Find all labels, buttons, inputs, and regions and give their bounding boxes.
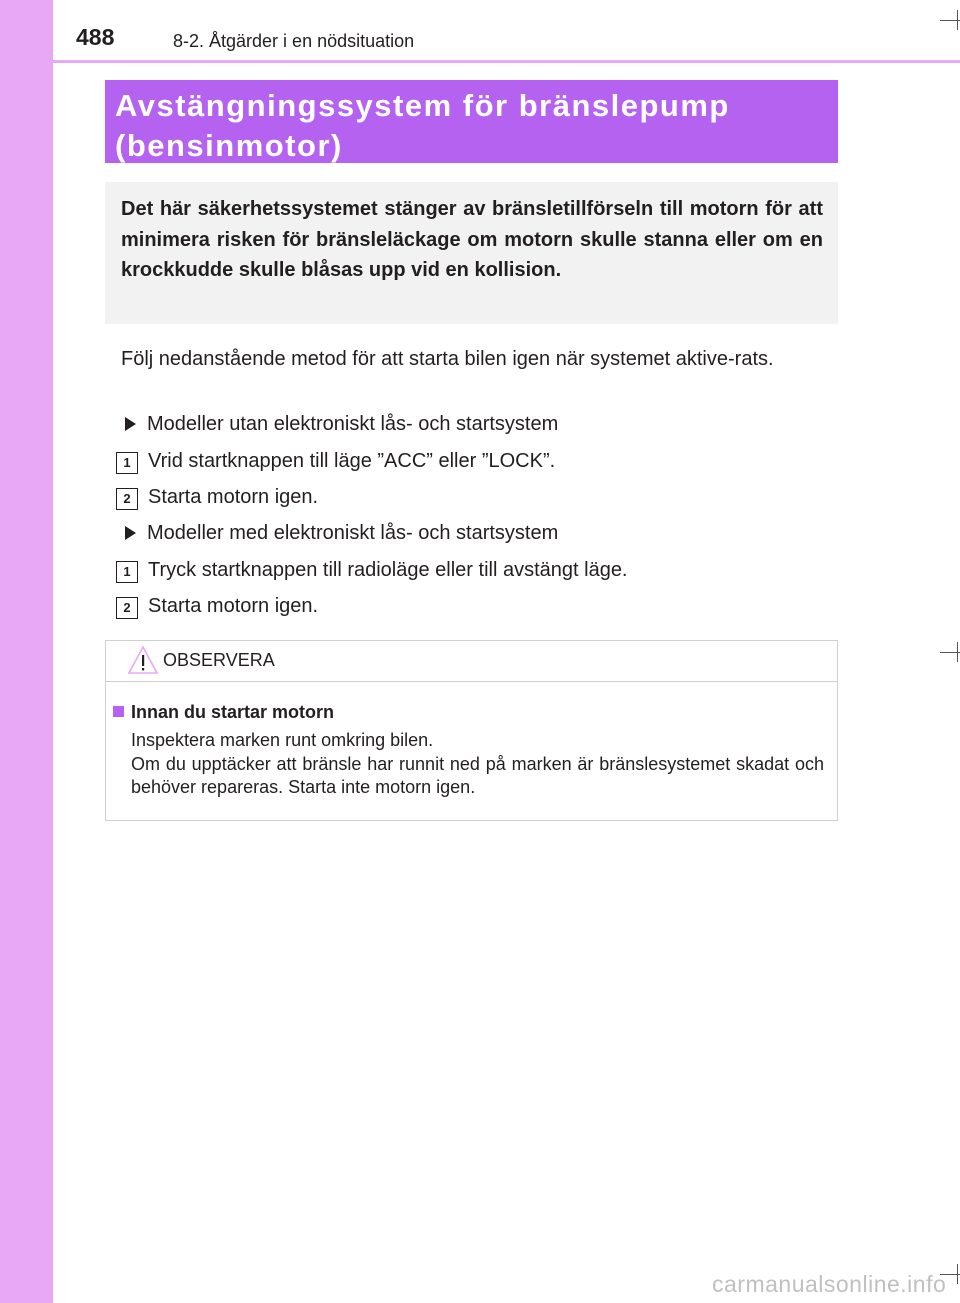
notice-title: OBSERVERA (163, 650, 275, 670)
crop-mark (957, 10, 958, 30)
step-item (116, 558, 628, 583)
model-group-heading-text: Modeller med elektroniskt lås- och startsystem (147, 522, 559, 544)
page-number: 488 (76, 24, 115, 50)
notice-text-line: Inspektera marken runt omkring bilen. (131, 730, 434, 750)
step-item (116, 449, 555, 474)
step-text: Starta motorn igen. (148, 595, 319, 617)
step-text: Starta motorn igen. (148, 486, 319, 508)
notice-header (106, 641, 837, 682)
step-number-badge: 2 (116, 597, 138, 619)
model-group-heading (125, 412, 558, 436)
section-title-line-1: Avstängningssystem för bränslepump (115, 88, 730, 123)
step-number-badge: 1 (116, 561, 138, 583)
step-text: Tryck startknappen till radioläge eller till avstängt läge. (148, 559, 628, 581)
step-item (116, 594, 318, 619)
notice-subheading-text: Innan du startar motorn (131, 702, 335, 722)
arrow-bullet-icon (125, 526, 136, 540)
notice-text (131, 729, 824, 800)
square-bullet-icon (113, 706, 124, 717)
notice-body (106, 682, 837, 800)
watermark: carmanualsonline.info (712, 1271, 947, 1297)
section-title-line-2: (bensinmotor) (115, 128, 343, 163)
arrow-bullet-icon (125, 417, 136, 431)
body-paragraph: Följ nedanstående metod för att starta bilen igen när systemet aktive-rats. (121, 348, 774, 370)
step-text: Vrid startknappen till läge ”ACC” eller ”LOCK”. (148, 450, 556, 472)
step-number-badge: 2 (116, 488, 138, 510)
chapter-title: 8-2. Åtgärder i en nödsituation (173, 31, 415, 51)
section-title (105, 80, 838, 163)
notice-box (105, 640, 838, 821)
header-rule (53, 60, 960, 63)
model-group-heading (125, 521, 558, 545)
notice-text-line: Om du upptäcker att bränsle har runnit ned på marken är bränslesystemet skadat och behöver repareras. Starta inte motorn igen. (131, 753, 824, 797)
crop-mark (957, 1264, 958, 1284)
crop-mark (957, 642, 958, 662)
step-item (116, 485, 318, 510)
step-number-badge: 1 (116, 452, 138, 474)
side-color-strip (0, 0, 53, 1303)
intro-summary: Det här säkerhetssystemet stänger av bränsletillförseln till motorn för att minimera risken för bränsleläckage om motorn skulle stanna eller om en krockkudde skulle blåsas upp vid en kollision. (105, 182, 838, 324)
notice-subheading (113, 700, 824, 724)
warning-triangle-icon (127, 645, 159, 675)
model-group-heading-text: Modeller utan elektroniskt lås- och startsystem (147, 413, 559, 435)
